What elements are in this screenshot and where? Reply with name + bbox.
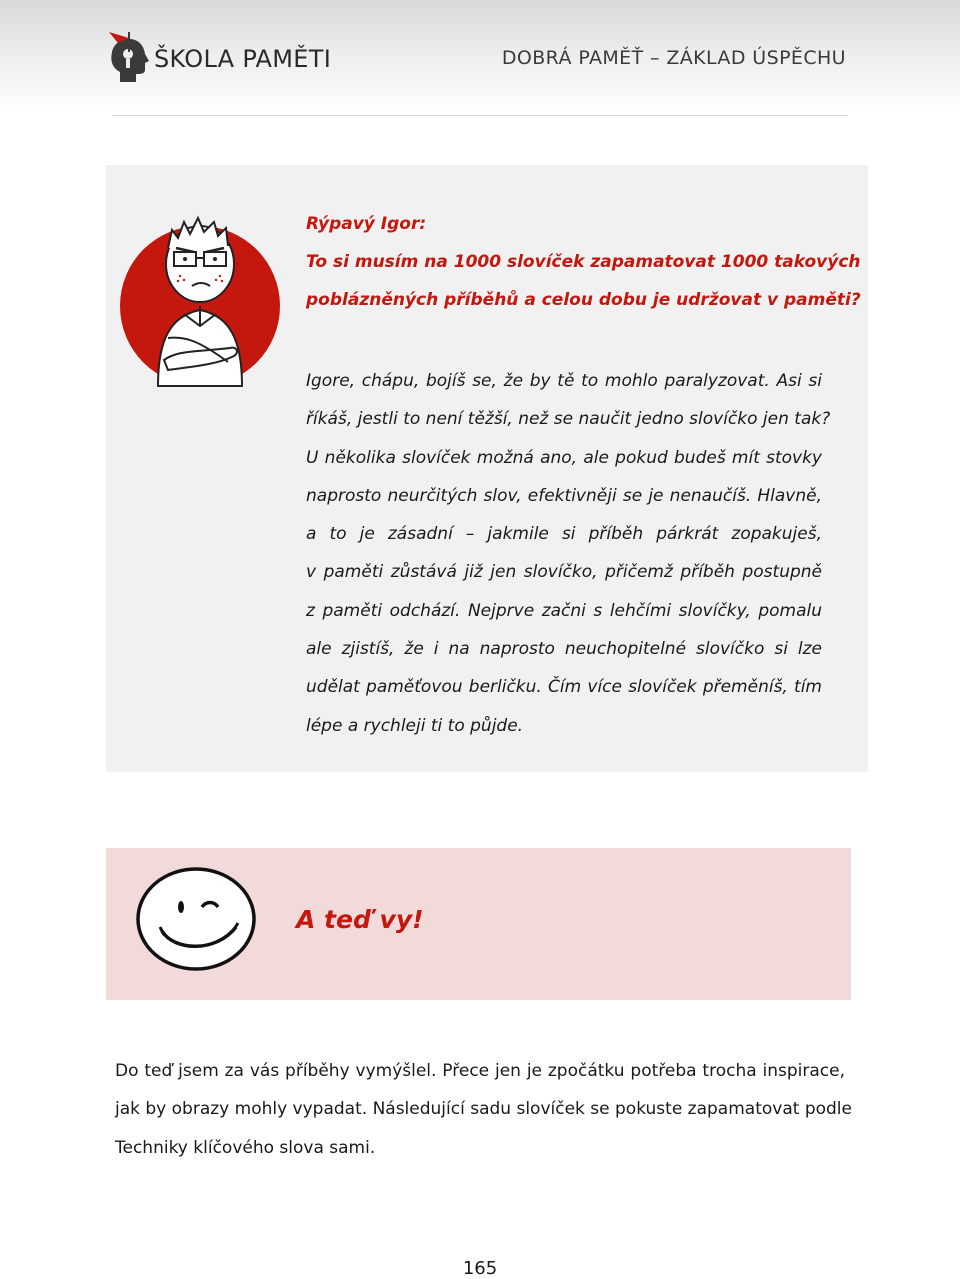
body-paragraph [115, 1052, 852, 1167]
reply-line: Igore, chápu, bojíš se, že by tě to mohlo paralyzovat. Asi si [306, 371, 822, 391]
reply-line: říkáš, jestli to není těžší, než se naučit jedno slovíčko jen tak? [306, 409, 831, 430]
reply-line: lépe a rychleji ti to půjde. [306, 715, 524, 736]
page-number: 165 [462, 1258, 498, 1279]
reply-line: z paměti odchází. Nejprve začni s lehčími slovíčky, pomalu [306, 600, 822, 621]
head-with-flag-logo-icon [106, 30, 154, 86]
skola-pameti-logo [106, 30, 336, 86]
reply-line: naprosto neurčitých slov, efektivněji se je nenaučíš. Hlavně, [306, 485, 822, 506]
grumpy-igor-avatar-icon [118, 210, 286, 390]
quote-line: poblázněných příběhů a celou dobu je udržovat v paměti? [306, 290, 861, 310]
logo-text: ŠKOLA PAMĚTI [154, 45, 332, 73]
body-line: jak by obrazy mohly vypadat. Následující sadu slovíček se pokuste zapamatovat podle [115, 1099, 852, 1120]
body-line: Techniky klíčového slova sami. [115, 1137, 376, 1158]
running-header-title: DOBRÁ PAMĚŤ – ZÁKLAD ÚSPĚCHU [501, 47, 846, 69]
reply-line: udělat paměťovou berličku. Čím více slovíček přeměníš, tím [306, 677, 822, 698]
quote-speaker: Rýpavý Igor: [306, 214, 427, 234]
body-line: Do teď jsem za vás příběhy vymýšlel. Přece jen je zpočátku potřeba trocha inspirace, [115, 1061, 845, 1081]
reply-line: v paměti zůstává již jen slovíčko, přičemž příběh postupně [306, 562, 822, 583]
reply-paragraph [306, 362, 831, 745]
quote-line: To si musím na 1000 slovíček zapamatovat 1000 takových [306, 252, 861, 272]
reply-line: a to je zásadní – jakmile si příběh párkrát zopakuješ, [306, 524, 822, 545]
reply-line: U několika slovíček možná ano, ale pokud budeš mít stovky [306, 447, 822, 468]
winking-smiley-icon [134, 867, 260, 977]
reply-line: ale zjistíš, že i na naprosto neuchopitelné slovíčko si lze [306, 639, 822, 660]
callout-title: A teď vy! [296, 905, 424, 934]
header-divider [112, 115, 848, 116]
